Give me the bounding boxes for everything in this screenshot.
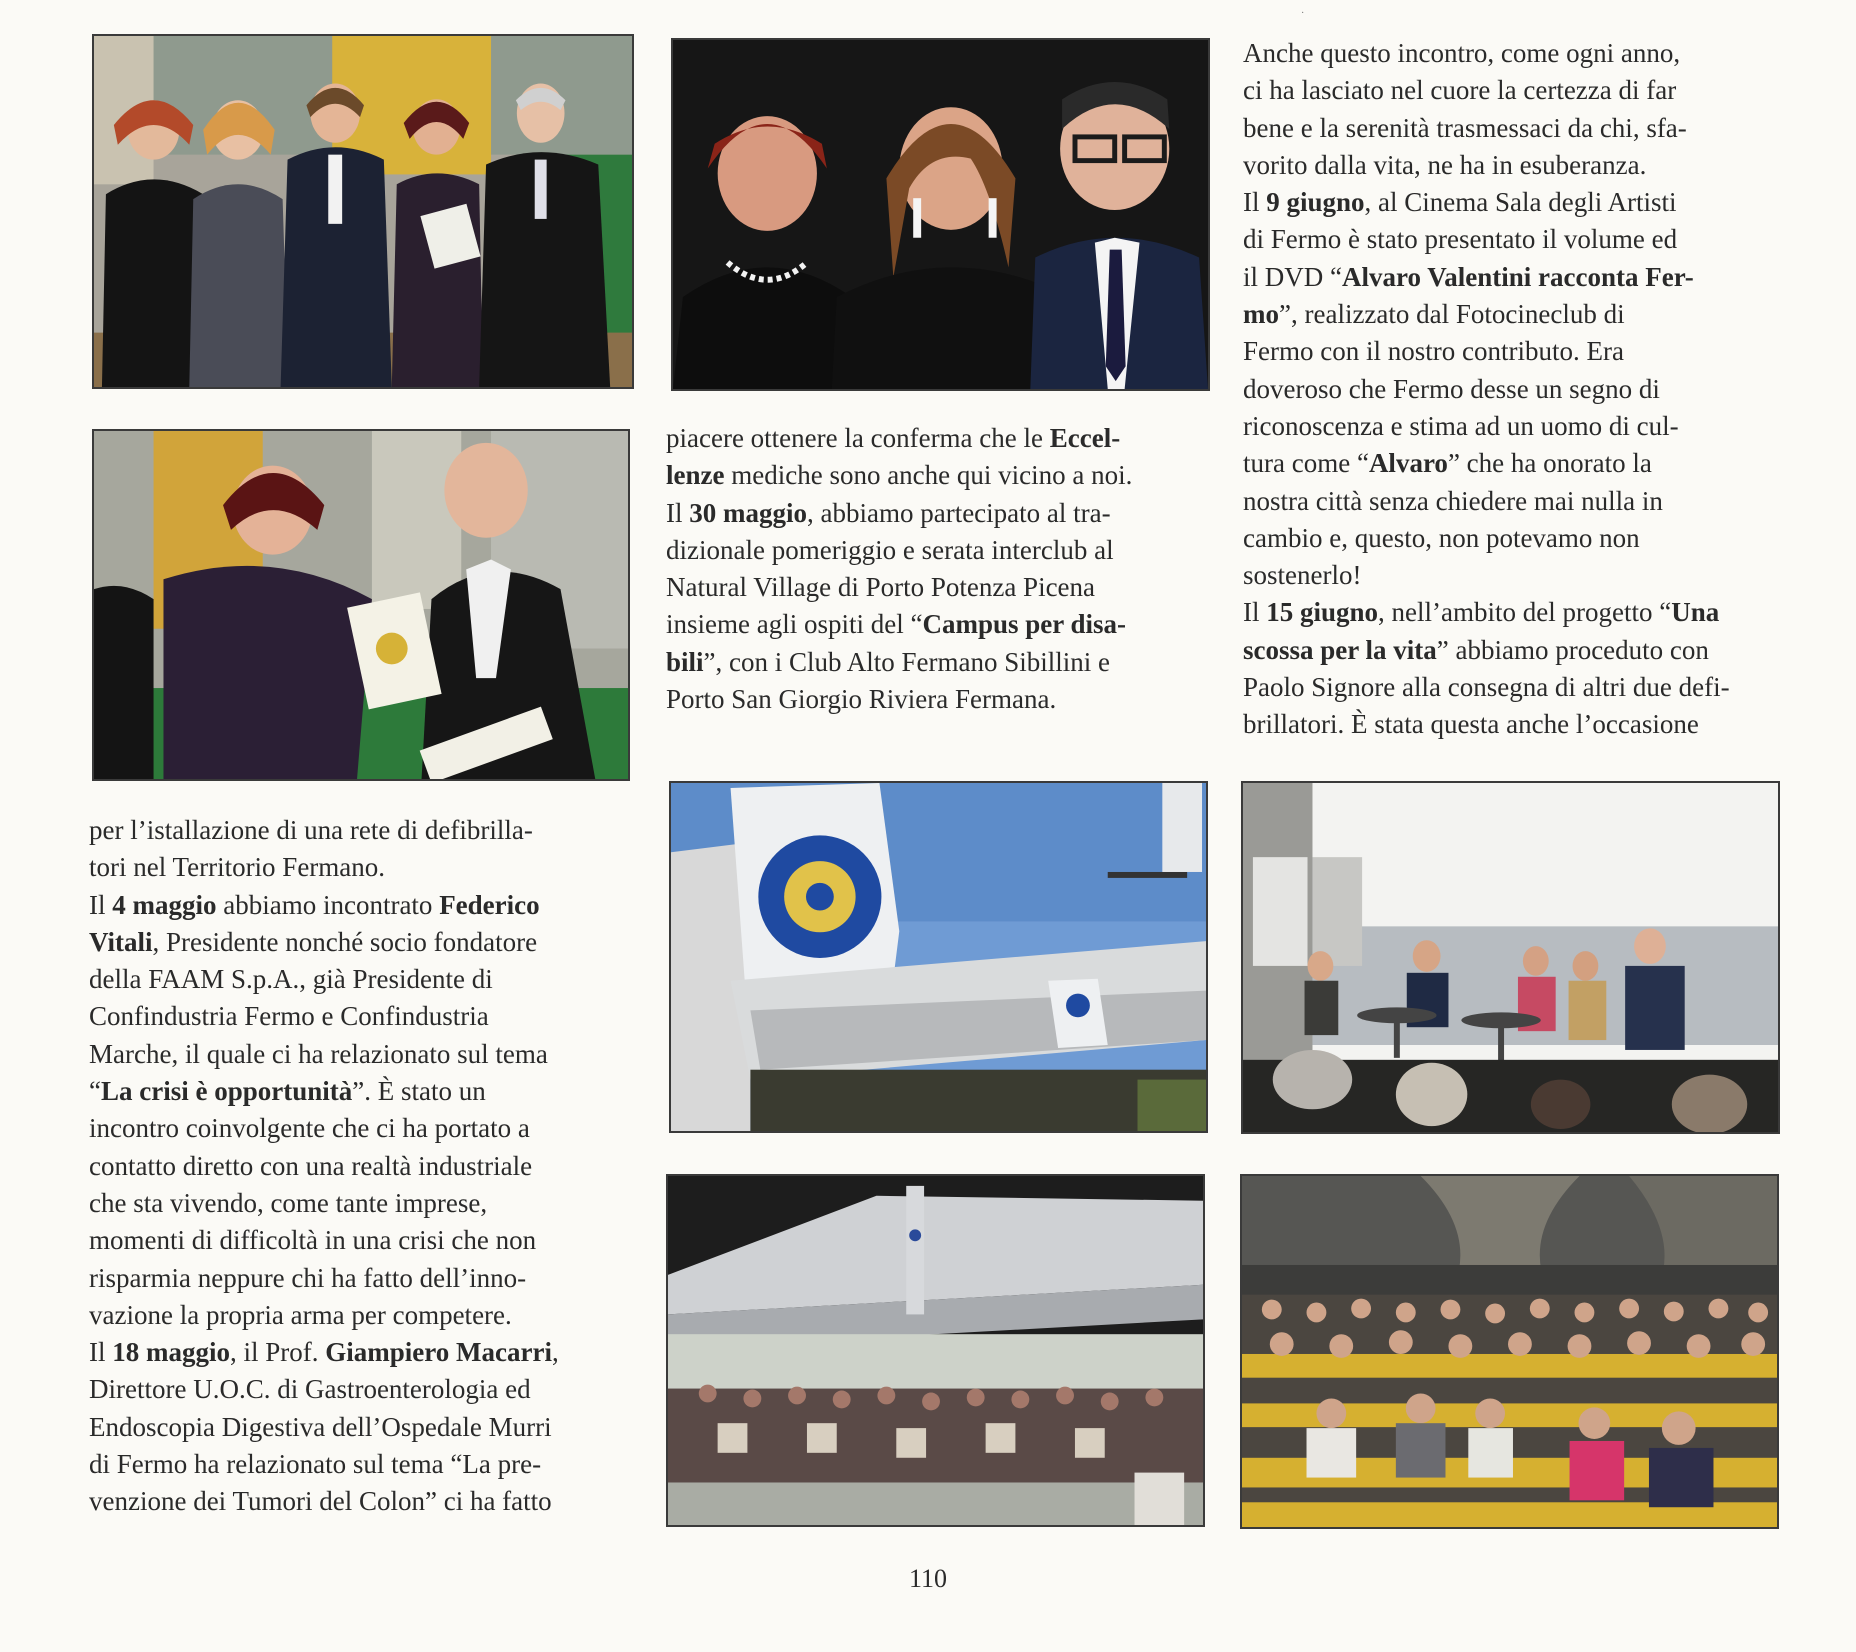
bold-text: mo: [1243, 299, 1279, 330]
paragraph-text: piacere ottenere la conferma che le Eccel- lenze mediche sono anche qui vicino a noi. Il 30 maggio, abbiamo partecipato al tra- dizionale pomeriggio e serata interclub al Natural Village di Porto Potenza Picena insieme agli ospiti del “Campus per disa- bili”, con i Club Alto Fermano Sibillini e Porto San Giorgio Riviera Fermana.: [666, 423, 1133, 715]
bold-text: lenze: [666, 460, 725, 491]
scan-speck: ·: [1301, 8, 1305, 19]
bold-text: bili: [666, 646, 704, 677]
paragraph-text: Anche questo incontro, come ogni anno, ci ha lasciato nel cuore la certezza di far bene e la serenità trasmessaci da chi, sfa- vorito dalla vita, ne ha in esuberanza. Il 9 giugno, al Cinema Sala degli Artisti di Fermo è stato presentato il volume ed il DVD “Alvaro Valentini racconta Fer- mo”, realizzato dal Fotocineclub di Fermo con il nostro contributo. Era doveroso che Fermo desse un segno di riconoscenza e stima ad un uomo di cul- tura come “Alvaro” che ha onorato la nostra città senza chiedere mai nulla in cambio e, questo, non potevamo non sostenerlo! Il 15 giugno, nell’ambito del progetto “Una scossa per la vita” abbiamo proceduto con Paolo Signore alla consegna di altri due defi- brillatori. È stata questa anche l’occasione: [1243, 38, 1730, 740]
photo-audience-hall: [1240, 1174, 1779, 1529]
bold-text: scossa per la vita: [1243, 634, 1437, 665]
bold-text: Alvaro: [1368, 448, 1448, 479]
text-column-middle-top: [666, 420, 1204, 718]
bold-text: Vitali: [89, 926, 153, 957]
bold-text: Eccel-: [1049, 423, 1121, 453]
photo-plaque-presentation: [92, 429, 630, 781]
bold-text: Federico: [439, 889, 540, 920]
photo-panel-discussion: [1241, 781, 1780, 1134]
bold-text: 18 maggio: [112, 1337, 230, 1368]
text-column-right-top: [1243, 35, 1781, 744]
bold-text: Alvaro Valentini racconta Fer-: [1341, 261, 1694, 292]
bold-text: La crisi è opportunità: [100, 1076, 353, 1107]
text-column-left-bottom: [89, 812, 629, 1521]
bold-text: 30 maggio: [689, 497, 807, 528]
photo-evening-crowd-tent: [666, 1174, 1205, 1527]
paragraph-text: per l’istallazione di una rete di defibrilla- tori nel Territorio Fermano. Il 4 maggio abbiamo incontrato Federico Vitali, Presidente nonché socio fondatore della FAAM S.p.A., già Presidente di Confindustria Fermo e Confindustria Marche, il quale ci ha relazionato sul tema “La crisi è opportunità”. È stato un incontro coinvolgente che ci ha portato a contatto diretto con una realtà industriale che sta vivendo, come tante imprese, momenti di difficoltà in una crisi che non risparmia neppure chi ha fatto dell’inno- vazione la propria arma per competere. Il 18 maggio, il Prof. Giampiero Macarri, Direttore U.O.C. di Gastroenterologia ed Endoscopia Digestiva dell’Ospedale Murri di Fermo ha relazionato sul tema “La pre- venzione dei Tumori del Colon” ci ha fatto: [89, 815, 559, 1517]
bold-text: 4 maggio: [112, 889, 217, 920]
bold-text: Giampiero Macarri: [325, 1337, 552, 1368]
photo-rotary-campus-flag: [669, 781, 1208, 1133]
page-number: 110: [908, 1564, 948, 1593]
photo-three-people-portrait: [671, 38, 1210, 391]
bold-text: 9 giugno: [1266, 187, 1365, 218]
bold-text: Campus per disa-: [922, 609, 1126, 640]
bold-text: Una: [1671, 597, 1720, 628]
bold-text: 15 giugno: [1266, 597, 1379, 628]
photo-group-five-people: [92, 34, 634, 389]
